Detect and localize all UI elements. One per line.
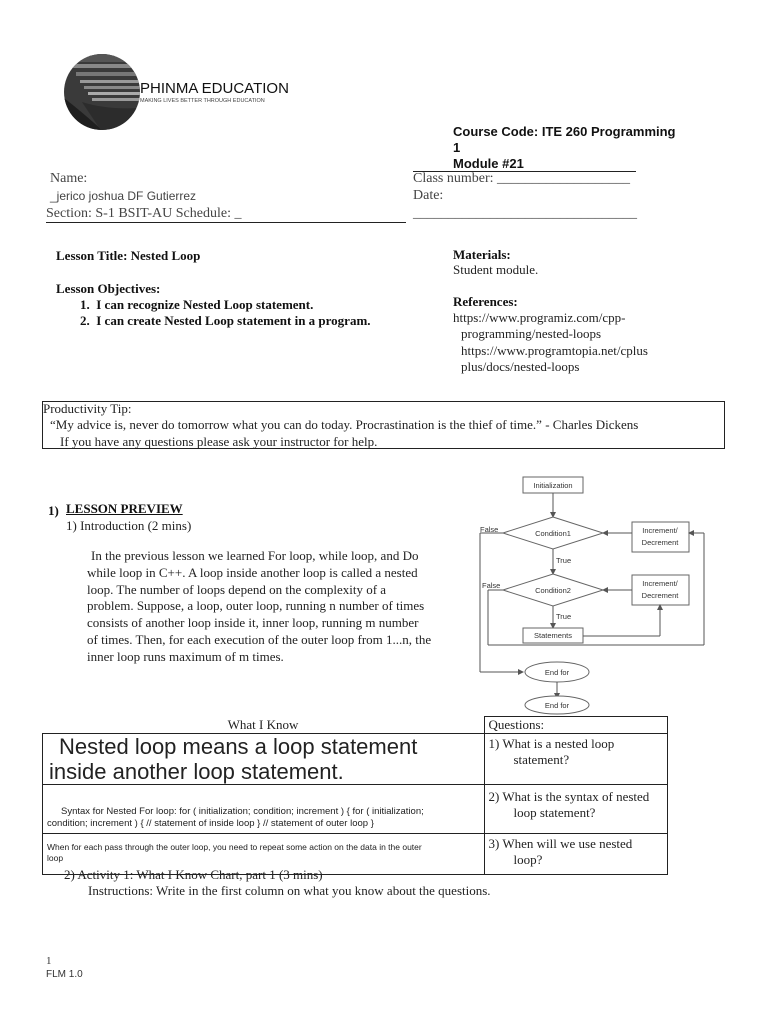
footer-code: FLM 1.0	[46, 969, 83, 980]
what-i-know-header: What I Know	[43, 717, 485, 734]
question-cell	[484, 834, 668, 875]
course-code-continued: 1	[453, 140, 461, 155]
objectives-heading: Lesson Objectives:	[56, 281, 161, 296]
reference-link[interactable]: programming/nested-loops	[461, 326, 602, 341]
paragraph-line: of times. Then, for each execution of the outer loop from 1...n, the	[87, 631, 432, 647]
end-for-2-label: End for	[544, 701, 570, 710]
paragraph-line: problem. Suppose, a loop, outer loop, running n number of times	[87, 598, 425, 614]
lesson-title: Lesson Title: Nested Loop	[56, 248, 201, 263]
tip-help: If you have any questions please ask your instructor for help.	[60, 434, 378, 449]
question-cell	[484, 734, 668, 785]
question-cell	[484, 785, 668, 834]
table-row	[43, 734, 668, 785]
page-number: 1	[46, 955, 52, 967]
paragraph-line: In the previous lesson we learned For loop, while loop, and Do	[91, 548, 419, 563]
logo	[62, 52, 142, 132]
false2-label: False	[482, 581, 501, 590]
objective-item: 2. I can create Nested Loop statement in a program.	[80, 313, 371, 328]
answer-cell[interactable]	[43, 734, 485, 785]
org-name: PHINMA EDUCATION	[140, 80, 289, 97]
paragraph-line: loop. The number of loops depend on the complexity of a	[87, 581, 387, 597]
answer-text: When for each pass through the outer loop, you need to repeat some action on the data in the outer	[47, 842, 422, 852]
objective-text: I can recognize Nested Loop statement.	[96, 297, 314, 312]
date-line[interactable]: ________________________________	[413, 206, 637, 221]
end-for-1-label: End for	[544, 668, 570, 677]
materials-heading: Materials:	[453, 247, 511, 262]
name-value[interactable]: _jerico joshua DF Gutierrez	[50, 189, 197, 203]
question-text: loop?	[513, 852, 543, 867]
tip-quote: “My advice is, never do tomorrow what you can do today. Procrastination is the thief of time.” - Charles Dickens	[50, 417, 639, 432]
question-text: 2) What is the syntax of nested	[488, 789, 650, 804]
preview-paragraph	[87, 548, 457, 666]
increment2-label: Increment/	[642, 579, 678, 588]
statements-label: Statements	[534, 631, 572, 640]
decrement2-label: Decrement	[641, 591, 679, 600]
phinma-logo-icon	[62, 52, 142, 132]
question-text: loop statement?	[513, 805, 596, 820]
objective-item: 1. I can recognize Nested Loop statement.	[80, 297, 314, 312]
tip-heading: Productivity Tip:	[43, 401, 132, 416]
section-text: Section: S-1 BSIT-AU Schedule:	[46, 206, 231, 221]
org-tagline: MAKING LIVES BETTER THROUGH EDUCATION	[140, 98, 265, 104]
false1-label: False	[480, 525, 499, 534]
true2-label: True	[556, 612, 572, 621]
condition2-label: Condition2	[535, 586, 571, 595]
reference-link[interactable]: plus/docs/nested-loops	[461, 359, 580, 374]
preview-number: 1)	[48, 503, 59, 518]
answer-text: condition; increment ) { // statement of inside loop } // statement of outer loop }	[47, 818, 374, 829]
section-fill[interactable]: _	[234, 206, 242, 221]
paragraph-line: while loop in C++. A loop inside another loop is called a nested	[87, 564, 418, 580]
references-heading: References:	[453, 294, 518, 309]
increment1-label: Increment/	[642, 526, 678, 535]
course-code-label: Course Code	[453, 124, 534, 139]
paragraph-line: inner loop runs maximum of m times.	[87, 648, 284, 664]
preview-heading: LESSON PREVIEW	[66, 501, 183, 516]
question-text: 3) When will we use nested	[488, 836, 633, 851]
initialization-label: Initialization	[533, 481, 573, 490]
class-number-divider	[413, 171, 636, 172]
activity-title: 2) Activity 1: What I Know Chart, part 1 (3 mins)	[64, 867, 323, 882]
question-text: 1) What is a nested loop	[488, 736, 615, 751]
module-number: Module #21	[453, 156, 524, 171]
what-i-know-table	[42, 716, 668, 875]
name-label: Name:	[50, 171, 88, 186]
materials-value: Student module.	[453, 262, 539, 277]
date-label: Date:	[413, 188, 444, 203]
section-label	[46, 206, 406, 223]
preview-intro: 1) Introduction (2 mins)	[66, 518, 192, 533]
condition1-label: Condition1	[535, 529, 571, 538]
answer-text: loop	[47, 853, 64, 863]
questions-header: Questions:	[484, 717, 668, 734]
table-row	[43, 785, 668, 834]
answer-text: Nested loop means a loop statement	[59, 734, 418, 759]
objective-text: I can create Nested Loop statement in a program.	[96, 313, 371, 328]
true1-label: True	[556, 556, 572, 565]
question-text: statement?	[513, 752, 570, 767]
activity-instructions: Instructions: Write in the first column on what you know about the questions.	[88, 883, 491, 898]
course-code-value: : ITE 260 Programming	[533, 124, 676, 139]
class-number-label[interactable]: Class number: ___________________	[413, 171, 630, 186]
decrement1-label: Decrement	[641, 538, 679, 547]
reference-link[interactable]: https://www.programiz.com/cpp-	[453, 310, 626, 325]
answer-text: inside another loop statement.	[49, 759, 344, 784]
answer-text: Syntax for Nested For loop: for ( initialization; condition; increment ) { for ( initialization;	[61, 806, 424, 817]
reference-link[interactable]: https://www.programtopia.net/cplus	[461, 343, 648, 358]
answer-cell[interactable]	[43, 785, 485, 834]
paragraph-line: consists of another loop inside it, inner loop, running m number	[87, 615, 419, 631]
course-code	[453, 124, 676, 139]
nested-loop-flowchart	[460, 470, 710, 715]
table-header-row	[43, 717, 668, 734]
